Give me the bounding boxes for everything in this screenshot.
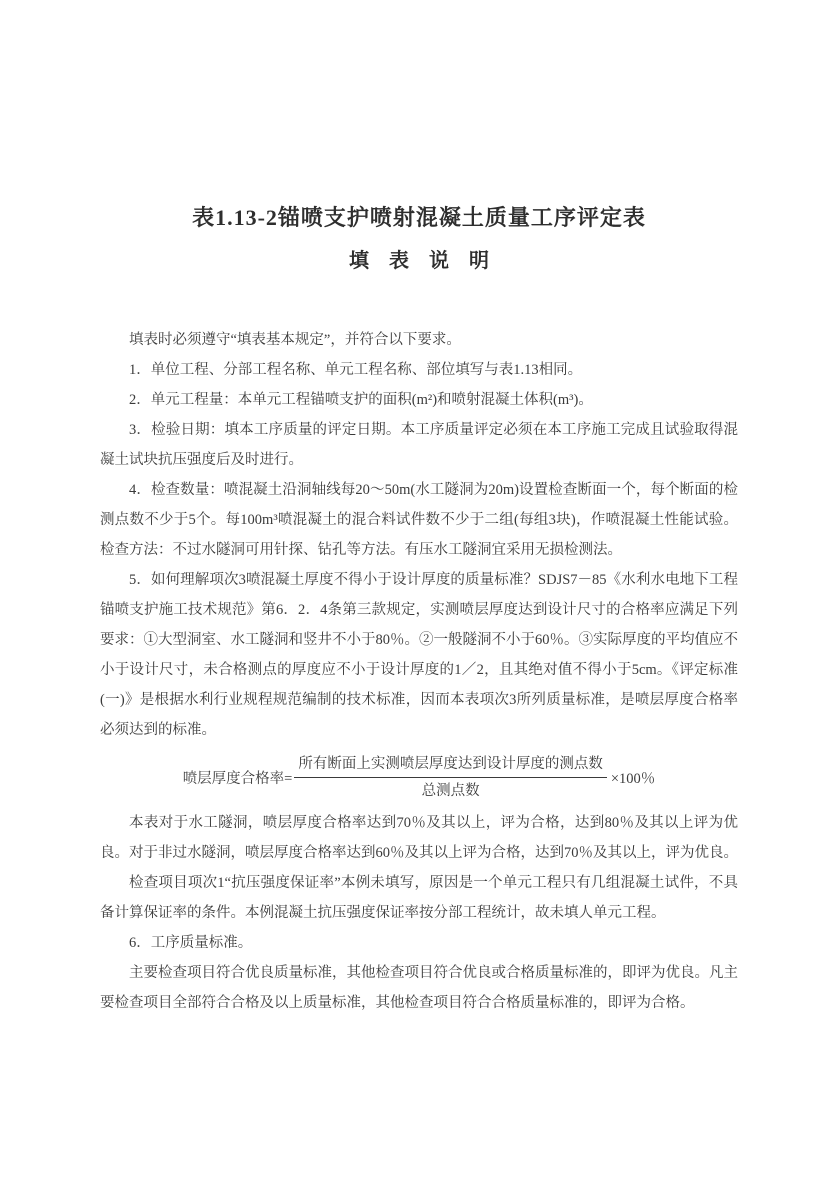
- paragraph-intro: 填表时必须遵守“填表基本规定”，并符合以下要求。: [129, 332, 461, 348]
- formula-numerator: 所有断面上实测喷层厚度达到设计厚度的测点数: [294, 754, 607, 778]
- paragraph-tunnel-criteria: 本表对于水工隧洞，喷层厚度合格率达到70％及其以上，评为合格，达到80％及其以上评为优良。对于非过水隧洞，喷层厚度合格率达到60％及其以上评为合格，达到70％及其以上，评为优良。: [100, 815, 738, 861]
- paragraph-grading-rule: 主要检查项目符合优良质量标准，其他检查项目符合优良或合格质量标准的，即评为优良。凡主要检查项目全部符合合格及以上质量标准，其他检查项目符合合格质量标准的，即评为合格。: [100, 965, 738, 1011]
- paragraph-item-6: 6．工序质量标准。: [129, 935, 253, 951]
- paragraph-item-2: 2．单元工程量：本单元工程锚喷支护的面积(m²)和喷射混凝土体积(m³)。: [129, 392, 593, 408]
- paragraph-item-1: 1．单位工程、分部工程名称、单元工程名称、部位填写与表1.13相同。: [129, 362, 583, 378]
- formula-lhs: 喷层厚度合格率=: [182, 771, 293, 787]
- formula-fraction: [294, 754, 607, 801]
- pass-rate-formula: [100, 754, 738, 801]
- formula-denominator: 总测点数: [421, 783, 480, 799]
- page-subtitle: 填 表 说 明: [349, 250, 489, 272]
- paragraph-item-4: 4．检查数量：喷混凝土沿洞轴线每20～50m(水工隧洞为20m)设置检查断面一个，每个断面的检测点数不少于5个。每100m³喷混凝土的混合料试件数不少于二组(每组3块)，作喷混凝土性能试验。检查方法：不过水隧洞可用针探、钻孔等方法。有压水工隧洞宜采用无损检测法。: [100, 482, 738, 558]
- paragraph-item-3: 3．检验日期：填本工序质量的评定日期。本工序质量评定必须在本工序施工完成且试验取得混凝土试块抗压强度后及时进行。: [100, 422, 738, 468]
- page-title: 表1.13-2锚喷支护喷射混凝土质量工序评定表: [192, 205, 646, 230]
- formula-rhs: ×100％: [610, 771, 656, 787]
- paragraph-item-5: 5．如何理解项次3喷混凝土厚度不得小于设计厚度的质量标准？SDJS7－85《水利水电地下工程锚喷支护施工技术规范》第6．2．4条第三款规定，实测喷层厚度达到设计尺寸的合格率应满足下列要求：①大型洞室、水工隧洞和竖井不小于80％。②一般隧洞不小于60％。③实际厚度的平均值应不小于设计尺寸，未合格测点的厚度应不小于设计厚度的1／2，且其绝对值不得小于5cm。《评定标准(一)》是根据水利行业规程规范编制的技术标准，因而本表项次3所列质量标准，是喷层厚度合格率必须达到的标准。: [100, 572, 738, 738]
- paragraph-strength-guarantee: 检查项目项次1“抗压强度保证率”本例未填写，原因是一个单元工程只有几组混凝土试件，不具备计算保证率的条件。本例混凝土抗压强度保证率按分部工程统计，故未填人单元工程。: [100, 875, 738, 921]
- document-body: [100, 325, 738, 1018]
